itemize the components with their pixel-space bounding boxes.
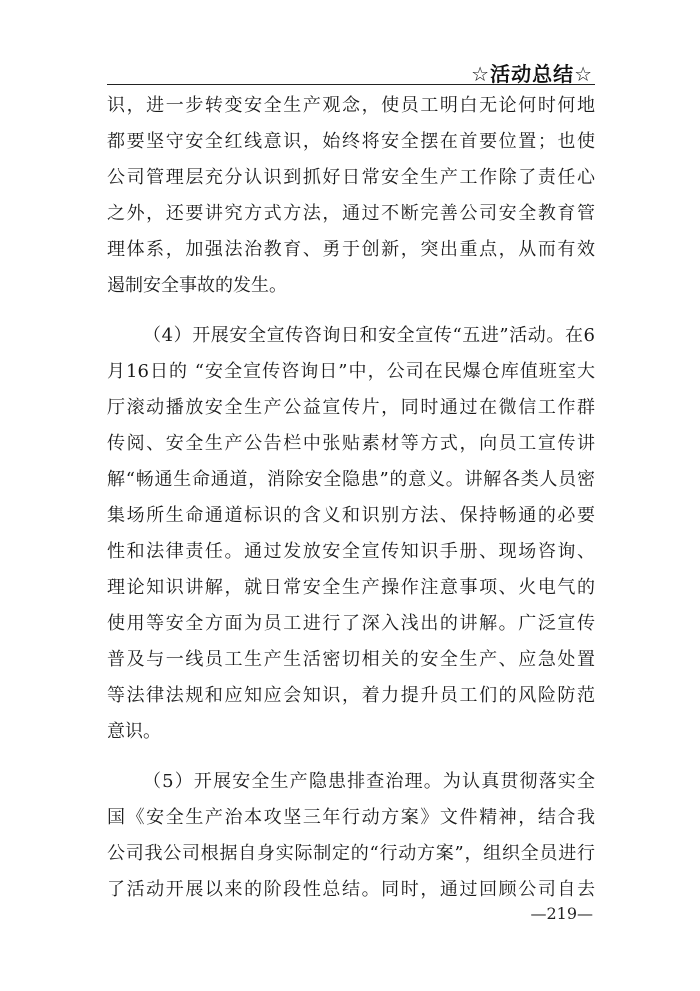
paragraph-gap bbox=[107, 750, 595, 764]
text-line: 理体系，加强法治教育、勇于创新，突出重点，从而有效 bbox=[107, 239, 595, 260]
document-body bbox=[107, 88, 595, 908]
text-line: （5）开展安全生产隐患排查治理。为认真贯彻落实全 bbox=[143, 771, 595, 792]
text-line: 国《安全生产治本攻坚三年行动方案》文件精神，结合我 bbox=[107, 807, 595, 828]
text-line: 公司我公司根据自身实际制定的“行动方案”，组织全员进行 bbox=[107, 843, 595, 864]
text-line: 月16日的 “安全宣传咨询日”中，公司在民爆仓库值班室大 bbox=[107, 361, 595, 382]
paragraph-gap bbox=[107, 304, 595, 318]
text-line: 普及与一线员工生产生活密切相关的安全生产、应急处置 bbox=[107, 649, 595, 670]
page-number: —219— bbox=[530, 904, 593, 923]
text-line: 集场所生命通道标识的含义和识别方法、保持畅通的必要 bbox=[107, 505, 595, 526]
text-line: 之外，还要讲究方式方法，通过不断完善公司安全教育管 bbox=[107, 203, 595, 224]
paragraph-1 bbox=[107, 88, 595, 304]
header-divider bbox=[107, 84, 595, 85]
text-line: 解“畅通生命通道，消除安全隐患”的意义。讲解各类人员密 bbox=[107, 469, 595, 490]
paragraph-2 bbox=[107, 318, 595, 750]
text-line: 使用等安全方面为员工进行了深入浅出的讲解。广泛宣传 bbox=[107, 613, 595, 634]
text-line: 厅滚动播放安全生产公益宣传片，同时通过在微信工作群 bbox=[107, 397, 595, 418]
text-line: 公司管理层充分认识到抓好日常安全生产工作除了责任心 bbox=[107, 167, 595, 188]
text-line: 了活动开展以来的阶段性总结。同时，通过回顾公司自去 bbox=[107, 879, 595, 900]
text-line: 传阅、安全生产公告栏中张贴素材等方式，向员工宣传讲 bbox=[107, 433, 595, 454]
text-line: 意识。 bbox=[107, 721, 161, 742]
text-line: 识，进一步转变安全生产观念，使员工明白无论何时何地 bbox=[107, 95, 595, 116]
page-header-title: ☆活动总结☆ bbox=[471, 62, 593, 86]
text-line: 等法律法规和应知应会知识，着力提升员工们的风险防范 bbox=[107, 685, 595, 706]
text-line: 性和法律责任。通过发放安全宣传知识手册、现场咨询、 bbox=[107, 541, 595, 562]
paragraph-3 bbox=[107, 764, 595, 908]
text-line: 遏制安全事故的发生。 bbox=[107, 275, 287, 296]
text-line: 都要坚守安全红线意识，始终将安全摆在首要位置；也使 bbox=[107, 131, 595, 152]
text-line: 理论知识讲解，就日常安全生产操作注意事项、火电气的 bbox=[107, 577, 595, 598]
text-line: （4）开展安全宣传咨询日和安全宣传“五进”活动。在6 bbox=[143, 325, 595, 346]
